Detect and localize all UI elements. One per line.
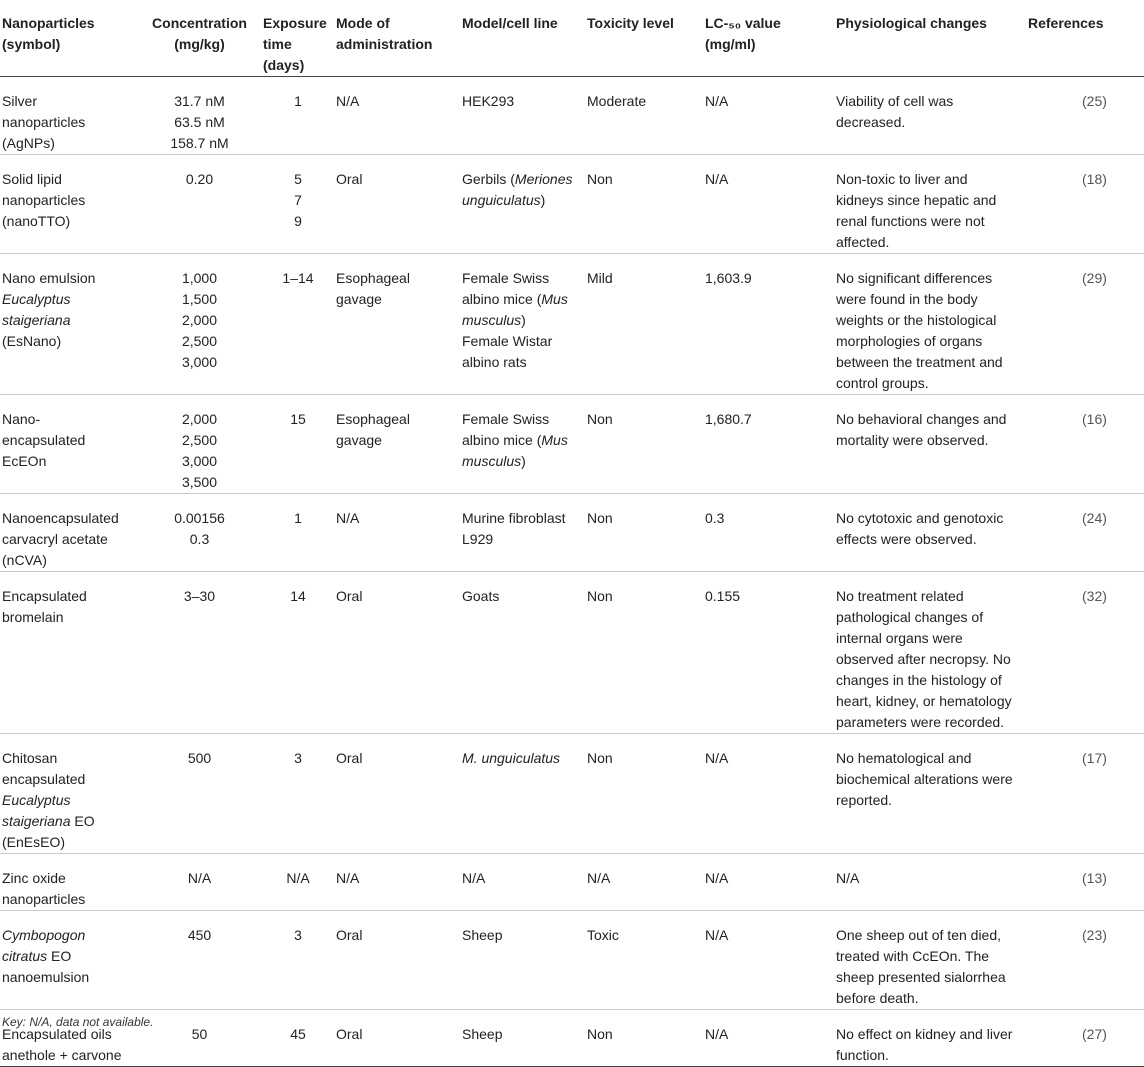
cell-toxicity [586, 395, 704, 494]
cell-line: 500 [187, 750, 212, 766]
cell-model [461, 395, 586, 494]
header-mode-of-administration [335, 0, 461, 77]
reference-link[interactable]: (24) [1082, 510, 1107, 526]
cell-value: N/A [705, 1026, 729, 1042]
table-row [0, 1010, 1144, 1067]
header-line: References [1028, 15, 1104, 31]
cell-model [461, 254, 586, 395]
cell-line: musculus) [462, 453, 526, 469]
cell-line: N/A [187, 870, 212, 886]
cell-mode [335, 254, 461, 395]
cell-line: biochemical alterations were [836, 771, 1013, 787]
cell-line: 3,500 [181, 474, 218, 490]
cell-line: (EnEsEO) [2, 834, 66, 850]
cell-model [461, 572, 586, 734]
cell-physiological-changes [835, 155, 1027, 254]
header-row [0, 0, 1144, 77]
cell-lc50 [704, 395, 835, 494]
cell-line: 2,000 [181, 411, 218, 427]
cell-line: 3,000 [181, 354, 218, 370]
cell-model [461, 155, 586, 254]
cell-line: 7 [294, 192, 302, 208]
cell-toxicity [586, 494, 704, 572]
cell-exposure-time [262, 77, 335, 155]
cell-concentration [138, 395, 262, 494]
cell-line: No treatment related [836, 588, 964, 604]
cell-line: Zinc oxide [2, 870, 66, 886]
cell-line: Eucalyptus [2, 291, 71, 307]
cell-model [461, 854, 586, 911]
cell-line: Female Swiss [462, 411, 550, 427]
header-line: administration [336, 36, 433, 52]
cell-exposure-time [262, 734, 335, 854]
cell-line: N/A [286, 870, 310, 886]
cell-line: changes in the histology of [836, 672, 1002, 688]
cell-line: Silver [2, 93, 38, 109]
cell-line: 1 [294, 510, 302, 526]
cell-reference [1027, 572, 1144, 734]
cell-line: control groups. [836, 375, 929, 391]
cell-line: (AgNPs) [2, 135, 55, 151]
cell-line: 2,000 [181, 312, 218, 328]
cell-line: Viability of cell was [836, 93, 954, 109]
cell-model [461, 494, 586, 572]
cell-mode [335, 494, 461, 572]
header-line: Physiological changes [836, 15, 987, 31]
cell-concentration [138, 572, 262, 734]
cell-value: Non [587, 750, 613, 766]
cell-exposure-time [262, 254, 335, 395]
cell-physiological-changes [835, 254, 1027, 395]
cell-line: Sheep [462, 927, 503, 943]
cell-line: heart, kidney, or hematology [836, 693, 1012, 709]
cell-exposure-time [262, 572, 335, 734]
header-toxicity-level [586, 0, 704, 77]
header-line: LC-₅₀ value [705, 15, 781, 31]
cell-line: staigeriana [2, 312, 71, 328]
cell-value: Non [587, 1026, 613, 1042]
cell-model [461, 1010, 586, 1067]
cell-nanoparticle [0, 155, 138, 254]
cell-line: 50 [191, 1026, 208, 1042]
cell-line: Chitosan [2, 750, 58, 766]
table-row [0, 494, 1144, 572]
cell-line: 15 [290, 411, 306, 427]
header-line: Toxicity level [587, 15, 674, 31]
table-row [0, 77, 1144, 155]
cell-toxicity [586, 77, 704, 155]
cell-line: Solid lipid [2, 171, 62, 187]
cell-value: N/A [705, 870, 729, 886]
header-line: Nanoparticles [2, 15, 95, 31]
cell-line: 450 [187, 927, 212, 943]
cell-line: gavage [336, 291, 382, 307]
cell-line: observed after necropsy. No [836, 651, 1011, 667]
table-row [0, 395, 1144, 494]
cell-line: internal organs were [836, 630, 963, 646]
cell-line: N/A [336, 870, 360, 886]
cell-mode [335, 854, 461, 911]
cell-value: N/A [705, 171, 729, 187]
cell-line: Encapsulated [2, 588, 87, 604]
cell-line: albino mice (Mus [462, 432, 568, 448]
header-lc50-value [704, 0, 835, 77]
cell-line: Cymbopogon [2, 927, 86, 943]
cell-reference [1027, 1010, 1144, 1067]
header-line: (mg/ml) [705, 36, 756, 52]
cell-value: N/A [705, 927, 729, 943]
cell-value: N/A [587, 870, 611, 886]
cell-model [461, 911, 586, 1010]
cell-line: 1,000 [181, 270, 218, 286]
cell-line: Goats [462, 588, 500, 604]
header-references [1027, 0, 1144, 77]
cell-lc50 [704, 254, 835, 395]
cell-line: HEK293 [462, 93, 515, 109]
cell-value: 0.155 [705, 588, 741, 604]
cell-nanoparticle [0, 395, 138, 494]
header-physiological-changes [835, 0, 1027, 77]
cell-physiological-changes [835, 572, 1027, 734]
cell-mode [335, 734, 461, 854]
cell-toxicity [586, 155, 704, 254]
cell-physiological-changes [835, 494, 1027, 572]
cell-line: albino mice (Mus [462, 291, 568, 307]
cell-line: (EsNano) [2, 333, 62, 349]
cell-value: N/A [705, 750, 729, 766]
cell-model [461, 77, 586, 155]
cell-line: morphologies of organs [836, 333, 983, 349]
table-row [0, 734, 1144, 854]
header-line: (symbol) [2, 36, 61, 52]
header-line: Model/cell line [462, 15, 558, 31]
cell-toxicity [586, 734, 704, 854]
header-line: time (days) [263, 36, 305, 73]
cell-line: musculus) [462, 312, 526, 328]
cell-line: 5 [294, 171, 302, 187]
cell-toxicity [586, 254, 704, 395]
header-concentration [138, 0, 262, 77]
cell-line: Female Wistar [462, 333, 553, 349]
cell-reference [1027, 911, 1144, 1010]
header-exposure-time [262, 0, 335, 77]
cell-line: 1–14 [282, 270, 314, 286]
cell-line: 14 [290, 588, 306, 604]
cell-line: nanoparticles [2, 192, 86, 208]
cell-line: renal functions were not [836, 213, 985, 229]
cell-concentration [138, 1010, 262, 1067]
reference-link[interactable]: (25) [1082, 93, 1107, 109]
cell-line: sheep presented sialorrhea [836, 969, 1006, 985]
cell-line: carvacryl acetate [2, 531, 108, 547]
table-body [0, 77, 1144, 1067]
cell-line: Female Swiss [462, 270, 550, 286]
cell-model [461, 734, 586, 854]
cell-line: N/A [462, 870, 486, 886]
cell-line: 63.5 nM [174, 114, 225, 130]
cell-mode [335, 77, 461, 155]
cell-nanoparticle [0, 77, 138, 155]
table-row [0, 155, 1144, 254]
reference-link[interactable]: (18) [1082, 171, 1107, 187]
cell-line: reported. [836, 792, 893, 808]
cell-concentration [138, 911, 262, 1010]
cell-value: 0.3 [705, 510, 725, 526]
cell-reference [1027, 254, 1144, 395]
cell-exposure-time [262, 911, 335, 1010]
cell-value: Non [587, 510, 613, 526]
cell-line: 0.20 [185, 171, 214, 187]
cell-line: 3–30 [183, 588, 216, 604]
cell-mode [335, 572, 461, 734]
cell-line: Nanoencapsulated [2, 510, 119, 526]
cell-reference [1027, 854, 1144, 911]
cell-line: anethole + carvone [2, 1047, 122, 1063]
cell-lc50 [704, 1010, 835, 1067]
cell-line: encapsulated [2, 771, 86, 787]
cell-lc50 [704, 734, 835, 854]
cell-physiological-changes [835, 395, 1027, 494]
table-header [0, 0, 1144, 77]
cell-value: Non [587, 171, 613, 187]
cell-mode [335, 911, 461, 1010]
cell-line: citratus EO [2, 948, 72, 964]
cell-line: Non-toxic to liver and [836, 171, 968, 187]
cell-line: 3 [294, 927, 302, 943]
cell-reference [1027, 155, 1144, 254]
cell-line: (nanoTTO) [2, 213, 71, 229]
cell-line: N/A [836, 870, 860, 886]
cell-concentration [138, 254, 262, 395]
cell-nanoparticle [0, 734, 138, 854]
cell-line: Oral [336, 927, 363, 943]
cell-value: Moderate [587, 93, 647, 109]
cell-line: Sheep [462, 1026, 503, 1042]
cell-line: Nano emulsion [2, 270, 96, 286]
cell-toxicity [586, 911, 704, 1010]
reference-link[interactable]: (16) [1082, 411, 1107, 427]
cell-line: staigeriana EO [2, 813, 95, 829]
cell-line: were found in the body [836, 291, 978, 307]
cell-reference [1027, 734, 1144, 854]
cell-lc50 [704, 77, 835, 155]
cell-line: M. unguiculatus [462, 750, 561, 766]
cell-line: 0.00156 [174, 510, 225, 526]
cell-line: encapsulated [2, 432, 86, 448]
reference-link[interactable]: (17) [1082, 750, 1107, 766]
cell-line: 3 [294, 750, 302, 766]
cell-nanoparticle [0, 911, 138, 1010]
cell-concentration [138, 854, 262, 911]
cell-line: EcEOn [2, 453, 47, 469]
cell-exposure-time [262, 395, 335, 494]
header-model-cell-line [461, 0, 586, 77]
cell-reference [1027, 77, 1144, 155]
cell-nanoparticle [0, 254, 138, 395]
cell-physiological-changes [835, 1010, 1027, 1067]
cell-line: L929 [462, 531, 494, 547]
header-line: Concentration [152, 15, 247, 31]
cell-toxicity [586, 572, 704, 734]
cell-nanoparticle [0, 854, 138, 911]
cell-line: Murine fibroblast [462, 510, 566, 526]
cell-line: No behavioral changes and [836, 411, 1007, 427]
cell-line: 45 [290, 1026, 306, 1042]
reference-link[interactable]: (29) [1082, 270, 1107, 286]
cell-mode [335, 395, 461, 494]
cell-line: treated with CcEOn. The [836, 948, 990, 964]
cell-line: 2,500 [181, 333, 218, 349]
cell-line: weights or the histological [836, 312, 997, 328]
header-line: Exposure [263, 15, 327, 31]
cell-line: Oral [336, 1026, 363, 1042]
cell-line: No effect on kidney and liver [836, 1026, 1013, 1042]
cell-line: pathological changes of [836, 609, 984, 625]
table-row [0, 911, 1144, 1010]
cell-line: No significant differences [836, 270, 993, 286]
cell-line: decreased. [836, 114, 906, 130]
cell-line: function. [836, 1047, 889, 1063]
cell-physiological-changes [835, 77, 1027, 155]
cell-line: No cytotoxic and genotoxic [836, 510, 1004, 526]
cell-line: Encapsulated oils [2, 1026, 112, 1042]
cell-line: Nano- [2, 411, 41, 427]
cell-line: 0.3 [189, 531, 210, 547]
cell-toxicity [586, 854, 704, 911]
cell-lc50 [704, 572, 835, 734]
cell-mode [335, 155, 461, 254]
cell-value: Mild [587, 270, 613, 286]
cell-exposure-time [262, 155, 335, 254]
cell-line: One sheep out of ten died, [836, 927, 1002, 943]
cell-line: Oral [336, 588, 363, 604]
cell-value: Non [587, 411, 613, 427]
cell-line: nanoparticles [2, 114, 86, 130]
table-row [0, 254, 1144, 395]
cell-line: gavage [336, 432, 382, 448]
table-row [0, 572, 1144, 734]
cell-line: (nCVA) [2, 552, 47, 568]
header-line: Mode of [336, 15, 390, 31]
cell-line: albino rats [462, 354, 527, 370]
cell-physiological-changes [835, 854, 1027, 911]
cell-reference [1027, 395, 1144, 494]
reference-link[interactable]: (23) [1082, 927, 1107, 943]
cell-line: kidneys since hepatic and [836, 192, 997, 208]
cell-line: 9 [294, 213, 302, 229]
cell-nanoparticle [0, 494, 138, 572]
cell-exposure-time [262, 854, 335, 911]
table-footnote: Key: N/A, data not available. [2, 1015, 154, 1029]
cell-line: mortality were observed. [836, 432, 989, 448]
cell-line: No hematological and [836, 750, 972, 766]
cell-line: Oral [336, 750, 363, 766]
cell-lc50 [704, 854, 835, 911]
cell-physiological-changes [835, 734, 1027, 854]
cell-lc50 [704, 494, 835, 572]
cell-line: Esophageal [336, 411, 410, 427]
header-nanoparticles [0, 0, 138, 77]
reference-link[interactable]: (13) [1082, 870, 1107, 886]
cell-value: 1,680.7 [705, 411, 752, 427]
cell-line: 158.7 nM [170, 135, 229, 151]
cell-lc50 [704, 911, 835, 1010]
cell-line: bromelain [2, 609, 64, 625]
cell-line: Gerbils (Meriones [462, 171, 573, 187]
reference-link[interactable]: (27) [1082, 1026, 1107, 1042]
cell-line: effects were observed. [836, 531, 977, 547]
cell-value: Non [587, 588, 613, 604]
cell-line: 3,000 [181, 453, 218, 469]
cell-line: N/A [336, 510, 360, 526]
cell-line: nanoemulsion [2, 969, 90, 985]
cell-line: Eucalyptus [2, 792, 71, 808]
table-row [0, 854, 1144, 911]
cell-line: parameters were recorded. [836, 714, 1005, 730]
cell-line: nanoparticles [2, 891, 86, 907]
cell-concentration [138, 734, 262, 854]
cell-mode [335, 1010, 461, 1067]
cell-physiological-changes [835, 911, 1027, 1010]
cell-value: 1,603.9 [705, 270, 752, 286]
cell-value: N/A [705, 93, 729, 109]
cell-concentration [138, 77, 262, 155]
cell-line: 2,500 [181, 432, 218, 448]
reference-link[interactable]: (32) [1082, 588, 1107, 604]
cell-line: Esophageal [336, 270, 410, 286]
cell-concentration [138, 494, 262, 572]
cell-line: before death. [836, 990, 919, 1006]
header-line: (mg/kg) [174, 36, 225, 52]
cell-line: 31.7 nM [174, 93, 225, 109]
cell-line: N/A [336, 93, 360, 109]
cell-line: 1,500 [181, 291, 218, 307]
cell-lc50 [704, 155, 835, 254]
cell-exposure-time [262, 1010, 335, 1067]
cell-concentration [138, 155, 262, 254]
cell-line: between the treatment and [836, 354, 1003, 370]
cell-line: Oral [336, 171, 363, 187]
cell-reference [1027, 494, 1144, 572]
cell-exposure-time [262, 494, 335, 572]
cell-line: unguiculatus) [462, 192, 546, 208]
cell-nanoparticle [0, 572, 138, 734]
cell-line: 1 [294, 93, 302, 109]
cell-toxicity [586, 1010, 704, 1067]
cell-value: Toxic [587, 927, 619, 943]
cell-line: affected. [836, 234, 890, 250]
